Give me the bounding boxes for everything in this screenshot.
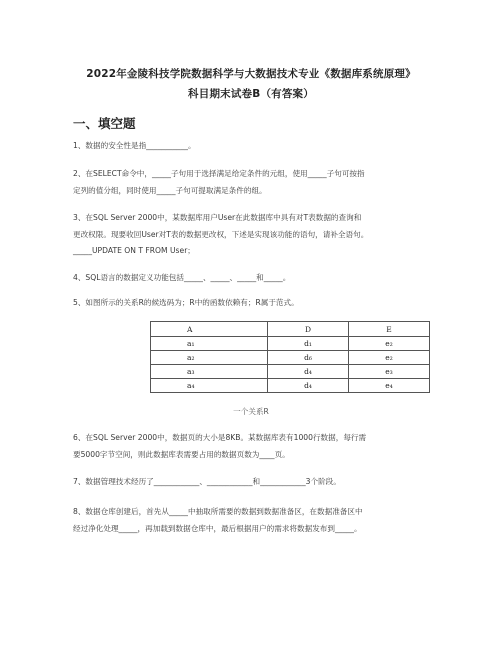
question-2 bbox=[73, 166, 443, 199]
table-cell: e₄ bbox=[349, 379, 430, 393]
question-5 bbox=[73, 295, 443, 312]
question-8-line-2: 经过净化处理_____，再加载到数据仓库中，最后根据用户的需求将数据发布到_____。 bbox=[73, 523, 362, 533]
exam-title-line-1: 2022年金陵科技学院数据科学与大数据技术专业《数据库系统原理》 bbox=[86, 68, 416, 80]
table-row bbox=[151, 379, 430, 393]
table-header-d: D bbox=[268, 322, 349, 337]
question-3-line-3: _____UPDATE ON T FROM User； bbox=[73, 246, 195, 255]
table-cell: d₄ bbox=[268, 365, 349, 379]
question-4-line-1: 4、SQL语言的数据定义功能包括_____、_____、_____和_____。 bbox=[73, 273, 291, 282]
exam-title-line-2: 科目期末试卷B（有答案） bbox=[188, 88, 314, 100]
table-cell: e₂ bbox=[349, 337, 430, 351]
table-row bbox=[151, 337, 430, 351]
table-cell: d₁ bbox=[268, 337, 349, 351]
question-6 bbox=[73, 430, 443, 463]
question-3-line-2: 更改权限。现要收回User对T表的数据更改权，下述是实现该功能的语句，请补全语句。 bbox=[73, 229, 369, 239]
table-cell: d₆ bbox=[268, 351, 349, 365]
question-7-line-1: 7、数据管理技术经历了____________、____________和____________3个阶段。 bbox=[73, 477, 341, 486]
table-header-e: E bbox=[349, 322, 430, 337]
table-cell: e₂ bbox=[349, 351, 430, 365]
question-3 bbox=[73, 210, 443, 260]
question-1 bbox=[73, 138, 443, 155]
question-8 bbox=[73, 504, 443, 537]
question-1-line-1: 1、数据的安全性是指___________。 bbox=[73, 141, 196, 150]
table-header-row bbox=[151, 322, 430, 337]
table-cell: d₄ bbox=[268, 379, 349, 393]
question-2-line-1: 2、在SELECT命令中，_____子句用于选择满足给定条件的元组，使用_____子句可按指 bbox=[73, 169, 365, 178]
table-caption: 一个关系R bbox=[233, 407, 269, 416]
table-header-a: A bbox=[151, 322, 268, 337]
table-cell: a₂ bbox=[151, 351, 268, 365]
table-row bbox=[151, 365, 430, 379]
question-2-line-2: 定列的值分组，同时使用_____子句可提取满足条件的组。 bbox=[73, 185, 267, 195]
relation-r-table bbox=[150, 321, 430, 393]
table-cell: a₁ bbox=[151, 337, 268, 351]
question-7 bbox=[73, 474, 443, 491]
table-cell: e₃ bbox=[349, 365, 430, 379]
question-3-line-1: 3、在SQL Server 2000中，某数据库用户User在此数据库中具有对T表数据的查询和 bbox=[73, 213, 362, 222]
question-8-line-1: 8、数据仓库创建后，首先从_____中抽取所需要的数据到数据准备区，在数据准备区中 bbox=[73, 507, 363, 516]
question-4 bbox=[73, 270, 443, 287]
question-6-line-2: 要5000字节空间，则此数据库表需要占用的数据页数为____页。 bbox=[73, 449, 290, 459]
question-5-line-1: 5、如图所示的关系R的候选码为；R中的函数依赖有；R属于范式。 bbox=[73, 298, 299, 307]
section-heading: 一、填空题 bbox=[73, 116, 136, 131]
table-row bbox=[151, 351, 430, 365]
question-6-line-1: 6、在SQL Server 2000中，数据页的大小是8KB。某数据库表有1000行数据，每行需 bbox=[73, 433, 367, 442]
table-cell: a₃ bbox=[151, 365, 268, 379]
table-cell: a₄ bbox=[151, 379, 268, 393]
